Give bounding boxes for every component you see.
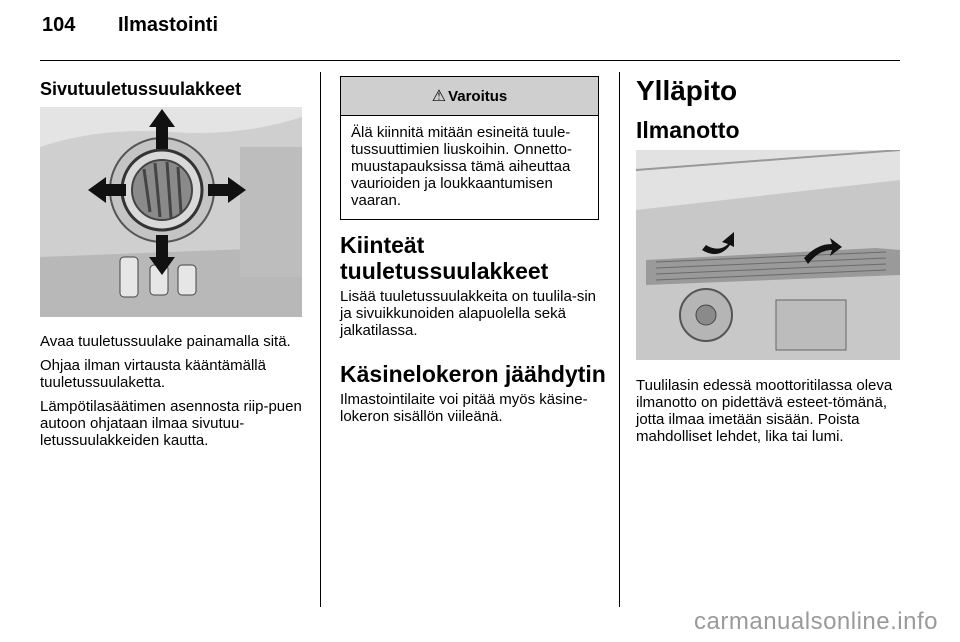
paragraph-open-vent: Avaa tuuletussuulake painamalla sitä. (40, 333, 291, 350)
side-air-vent-illustration (40, 107, 302, 317)
watermark: carmanualsonline.info (694, 608, 938, 635)
section-subtitle-air-intake: Ilmanotto (636, 117, 740, 143)
warning-triangle-icon: ⚠ (431, 88, 447, 105)
heading-line-1: Kiinteät (340, 232, 425, 258)
side-vent-figure (40, 107, 302, 317)
side-vent-instructions (40, 333, 308, 456)
warning-title: Varoitus (448, 87, 508, 105)
column-divider-2 (619, 72, 620, 607)
warning-header (341, 77, 598, 116)
air-intake-figure (636, 150, 900, 360)
column-divider-1 (320, 72, 321, 607)
engine-bay-air-intake-illustration (636, 150, 900, 360)
warning-text: Älä kiinnitä mitään esineitä tuule-tussuuttimien liuskoihin. Onnetto-muustapauksissa tämä aiheuttaa vaurioiden ja loukkaantumisen vaaran. (351, 124, 572, 209)
fixed-vents-text: Lisää tuuletussuulakkeita on tuulila-sin ja sivuikkunoiden alapuolella sekä jalkatilassa. (340, 288, 596, 339)
paragraph-direct-airflow: Ohjaa ilman virtausta kääntämällä tuuletussuulaketta. (40, 357, 266, 391)
heading-line-2: tuuletussuulakkeet (340, 258, 549, 284)
section-heading-side-vents: Sivutuuletussuulakkeet (40, 79, 242, 99)
air-intake-text: Tuulilasin edessä moottoritilassa oleva ilmanotto on pidettävä esteet-tömänä, jotta ilmaa imetään sisään. Poista mahdolliset lehdet, lika tai lumi. (636, 377, 893, 445)
warning-box (340, 76, 599, 220)
page-number: 104 (42, 14, 76, 36)
section-heading-glovebox-cooler: Käsinelokeron jäähdytin (340, 361, 606, 387)
paragraph-temperature: Lämpötilasäätimen asennosta riip-puen autoon ohjataan ilmaa sivutuu-letussuulakkeiden kautta. (40, 398, 302, 449)
section-title-maintenance: Ylläpito (636, 75, 738, 106)
glovebox-cooler-text: Ilmastointilaite voi pitää myös käsine-lokeron sisällön viileänä. (340, 391, 588, 425)
chapter-title: Ilmastointi (118, 14, 219, 36)
header-divider (40, 60, 900, 61)
section-heading-fixed-vents (340, 232, 548, 284)
